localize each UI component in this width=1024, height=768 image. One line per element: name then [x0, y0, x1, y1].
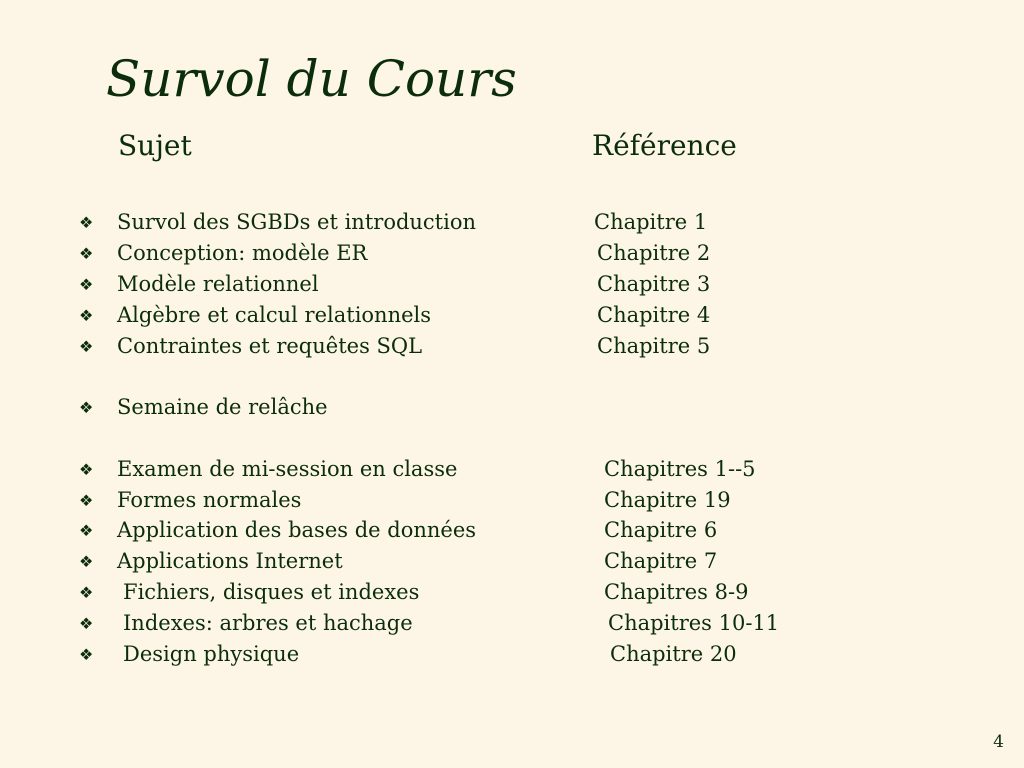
item-subject: Conception: modèle ER: [117, 241, 368, 265]
item-subject: Indexes: arbres et hachage: [123, 611, 413, 635]
item-reference: Chapitre 5: [597, 334, 711, 358]
item-subject: Modèle relationnel: [117, 272, 319, 296]
diamond-bullet-icon: ❖: [79, 460, 94, 479]
diamond-bullet-icon: ❖: [79, 337, 94, 356]
diamond-bullet-icon: ❖: [79, 583, 94, 602]
item-reference: Chapitre 20: [610, 642, 737, 666]
list-item: [0, 485, 1024, 516]
list-item: [0, 238, 1024, 269]
list-item: [0, 515, 1024, 546]
list-item: [0, 546, 1024, 577]
diamond-bullet-icon: ❖: [79, 614, 94, 633]
list-item: [0, 331, 1024, 362]
item-subject: Algèbre et calcul relationnels: [117, 303, 432, 327]
diamond-bullet-icon: ❖: [79, 213, 94, 232]
column-header-reference: Référence: [592, 129, 737, 162]
diamond-bullet-icon: ❖: [79, 521, 94, 540]
list-item: [0, 300, 1024, 331]
slide-title: Survol du Cours: [106, 50, 517, 108]
item-reference: Chapitre 3: [597, 272, 711, 296]
diamond-bullet-icon: ❖: [79, 398, 94, 417]
item-subject: Examen de mi-session en classe: [117, 457, 458, 481]
item-subject: Applications Internet: [117, 549, 343, 573]
list-item: [0, 392, 1024, 423]
item-reference: Chapitre 4: [597, 303, 711, 327]
item-reference: Chapitre 7: [604, 549, 718, 573]
diamond-bullet-icon: ❖: [79, 552, 94, 571]
column-header-subject: Sujet: [118, 129, 192, 162]
list-item: [0, 639, 1024, 670]
item-reference: Chapitre 2: [597, 241, 711, 265]
list-item: [0, 269, 1024, 300]
item-reference: Chapitres 8-9: [604, 580, 749, 604]
item-subject: Fichiers, disques et indexes: [123, 580, 420, 604]
diamond-bullet-icon: ❖: [79, 244, 94, 263]
diamond-bullet-icon: ❖: [79, 491, 94, 510]
diamond-bullet-icon: ❖: [79, 275, 94, 294]
item-subject: Design physique: [123, 642, 300, 666]
item-reference: Chapitre 1: [594, 210, 708, 234]
item-subject: Contraintes et requêtes SQL: [117, 334, 423, 358]
list-item: [0, 577, 1024, 608]
item-reference: Chapitre 6: [604, 518, 718, 542]
item-subject: Semaine de relâche: [117, 395, 328, 419]
item-reference: Chapitres 1--5: [604, 457, 756, 481]
list-item: [0, 454, 1024, 485]
page-number: 4: [993, 732, 1004, 752]
list-item: [0, 207, 1024, 238]
item-reference: Chapitre 19: [604, 488, 731, 512]
item-subject: Application des bases de données: [117, 518, 477, 542]
diamond-bullet-icon: ❖: [79, 645, 94, 664]
diamond-bullet-icon: ❖: [79, 306, 94, 325]
item-subject: Formes normales: [117, 488, 302, 512]
list-item: [0, 608, 1024, 639]
item-reference: Chapitres 10-11: [608, 611, 780, 635]
item-subject: Survol des SGBDs et introduction: [117, 210, 477, 234]
